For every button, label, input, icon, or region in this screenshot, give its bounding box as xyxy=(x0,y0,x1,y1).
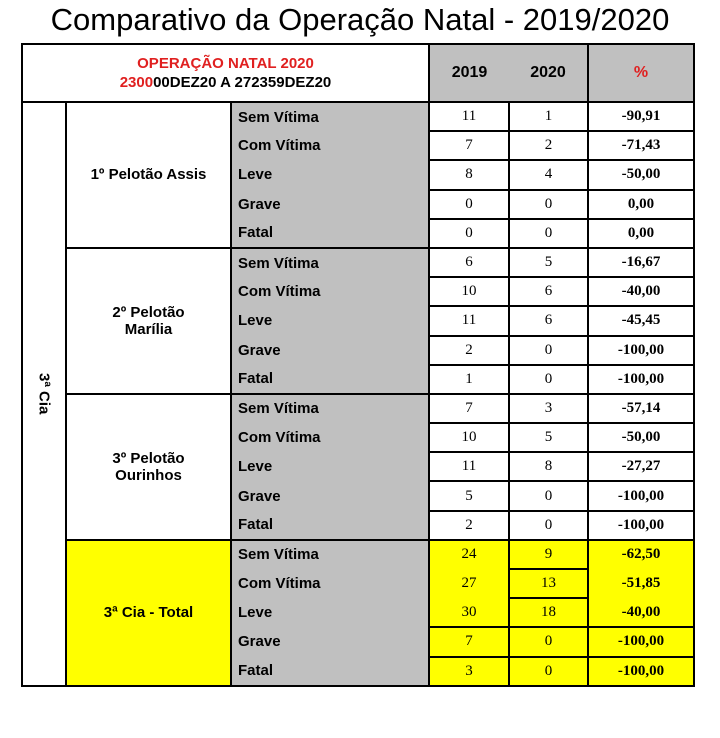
group-name: 3ª Cia - Total xyxy=(66,540,231,686)
period-rest: 00DEZ20 A 272359DEZ20 xyxy=(153,74,332,91)
category-label: Leve xyxy=(231,598,429,627)
page-title: Comparativo da Operação Natal - 2019/2020 xyxy=(50,2,670,37)
value-pct: -100,00 xyxy=(588,481,694,510)
group-name: 2º Pelotão Marília xyxy=(66,248,231,394)
value-2019: 7 xyxy=(429,627,509,656)
value-pct: -100,00 xyxy=(588,627,694,656)
value-pct: 0,00 xyxy=(588,190,694,219)
value-2019: 0 xyxy=(429,219,509,248)
category-label: Grave xyxy=(231,190,429,219)
value-2019: 5 xyxy=(429,481,509,510)
value-2020: 0 xyxy=(509,190,588,219)
table-row xyxy=(22,102,694,131)
value-2019: 11 xyxy=(429,102,509,131)
comparison-table xyxy=(21,43,695,687)
value-pct: -40,00 xyxy=(588,277,694,306)
value-pct: -100,00 xyxy=(588,511,694,540)
category-label: Sem Vítima xyxy=(231,102,429,131)
value-pct: -62,50 xyxy=(588,540,694,569)
category-label: Leve xyxy=(231,160,429,189)
col-header-2020: 2020 xyxy=(509,44,588,102)
value-2019: 1 xyxy=(429,365,509,394)
table-row xyxy=(22,248,694,277)
value-pct: -45,45 xyxy=(588,306,694,335)
value-2020: 5 xyxy=(509,248,588,277)
value-2020: 0 xyxy=(509,219,588,248)
value-pct: -40,00 xyxy=(588,598,694,627)
table-row xyxy=(22,394,694,423)
value-2020: 0 xyxy=(509,657,588,686)
group-name: 3º Pelotão Ourinhos xyxy=(66,394,231,540)
value-pct: -16,67 xyxy=(588,248,694,277)
value-pct: -90,91 xyxy=(588,102,694,131)
value-2020: 6 xyxy=(509,277,588,306)
value-2019: 2 xyxy=(429,336,509,365)
category-label: Grave xyxy=(231,481,429,510)
value-2019: 7 xyxy=(429,394,509,423)
value-pct: -100,00 xyxy=(588,365,694,394)
value-pct: 0,00 xyxy=(588,219,694,248)
company-label: 3ª Cia xyxy=(22,102,66,686)
value-pct: -100,00 xyxy=(588,336,694,365)
operation-period xyxy=(23,73,428,92)
value-2020: 0 xyxy=(509,336,588,365)
value-2020: 8 xyxy=(509,452,588,481)
category-label: Com Vítima xyxy=(231,277,429,306)
header-row xyxy=(22,44,694,102)
value-2019: 10 xyxy=(429,423,509,452)
table-row xyxy=(22,540,694,569)
category-label: Com Vítima xyxy=(231,131,429,160)
value-2019: 0 xyxy=(429,190,509,219)
value-pct: -100,00 xyxy=(588,657,694,686)
value-2020: 5 xyxy=(509,423,588,452)
value-2020: 6 xyxy=(509,306,588,335)
category-label: Leve xyxy=(231,452,429,481)
value-2020: 13 xyxy=(509,569,588,598)
group-name: 1º Pelotão Assis xyxy=(66,102,231,248)
value-2020: 9 xyxy=(509,540,588,569)
value-2020: 0 xyxy=(509,627,588,656)
value-2020: 2 xyxy=(509,131,588,160)
value-pct: -50,00 xyxy=(588,160,694,189)
value-2020: 0 xyxy=(509,365,588,394)
category-label: Grave xyxy=(231,336,429,365)
value-2019: 11 xyxy=(429,306,509,335)
value-2020: 0 xyxy=(509,511,588,540)
value-2019: 8 xyxy=(429,160,509,189)
value-pct: -27,27 xyxy=(588,452,694,481)
value-pct: -71,43 xyxy=(588,131,694,160)
value-pct: -57,14 xyxy=(588,394,694,423)
value-2019: 30 xyxy=(429,598,509,627)
operation-header xyxy=(22,44,429,102)
category-label: Grave xyxy=(231,627,429,656)
value-2019: 3 xyxy=(429,657,509,686)
col-header-pct: % xyxy=(588,44,694,102)
category-label: Sem Vítima xyxy=(231,248,429,277)
value-pct: -50,00 xyxy=(588,423,694,452)
value-2019: 24 xyxy=(429,540,509,569)
value-2020: 18 xyxy=(509,598,588,627)
value-2020: 0 xyxy=(509,481,588,510)
category-label: Fatal xyxy=(231,511,429,540)
category-label: Fatal xyxy=(231,657,429,686)
col-header-2019: 2019 xyxy=(429,44,509,102)
value-2019: 11 xyxy=(429,452,509,481)
value-2019: 2 xyxy=(429,511,509,540)
category-label: Sem Vítima xyxy=(231,540,429,569)
category-label: Leve xyxy=(231,306,429,335)
value-2019: 10 xyxy=(429,277,509,306)
value-2020: 1 xyxy=(509,102,588,131)
value-2020: 4 xyxy=(509,160,588,189)
category-label: Com Vítima xyxy=(231,569,429,598)
operation-title: OPERAÇÃO NATAL 2020 xyxy=(137,55,314,72)
value-2019: 6 xyxy=(429,248,509,277)
category-label: Com Vítima xyxy=(231,423,429,452)
period-start-highlight: 2300 xyxy=(119,74,154,91)
value-2020: 3 xyxy=(509,394,588,423)
value-2019: 27 xyxy=(429,569,509,598)
category-label: Fatal xyxy=(231,219,429,248)
value-pct: -51,85 xyxy=(588,569,694,598)
category-label: Sem Vítima xyxy=(231,394,429,423)
category-label: Fatal xyxy=(231,365,429,394)
value-2019: 7 xyxy=(429,131,509,160)
